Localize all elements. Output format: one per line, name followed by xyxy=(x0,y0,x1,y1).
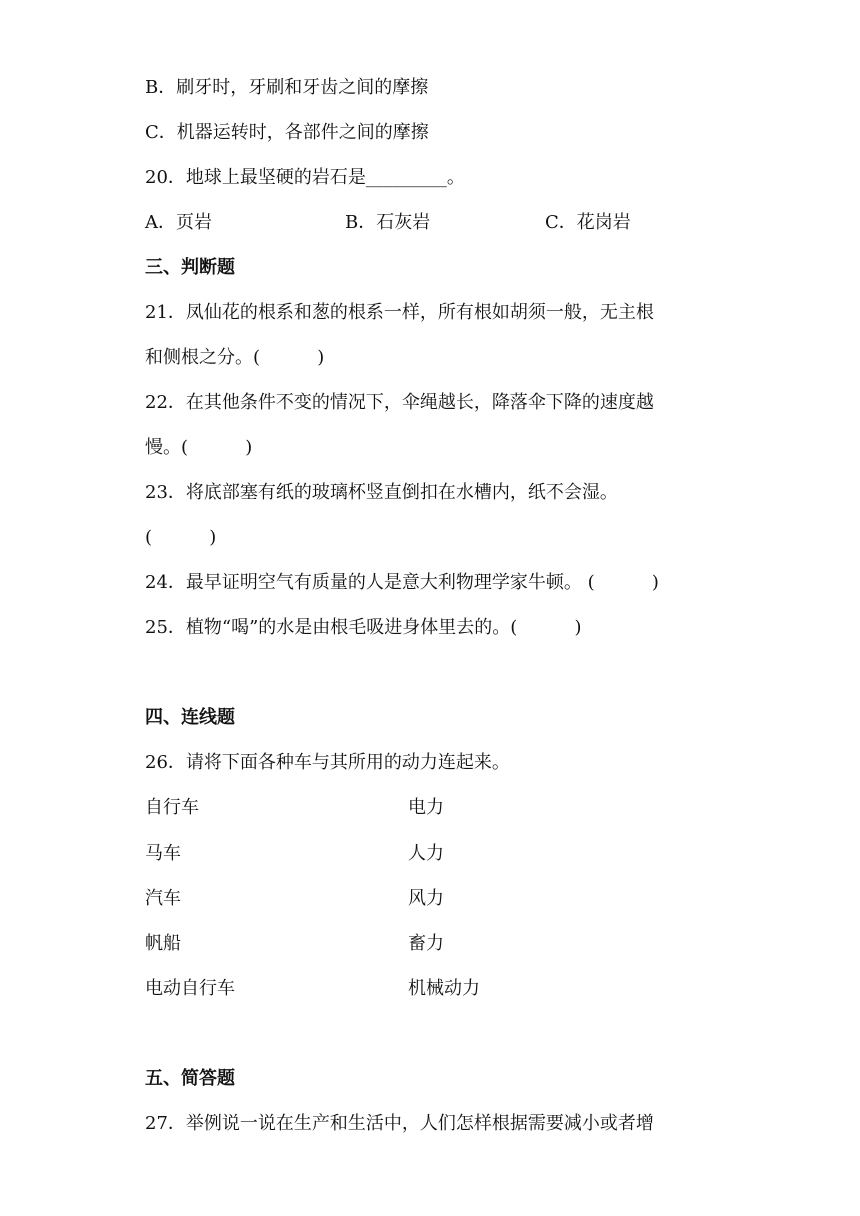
power-item: 风力 xyxy=(408,888,444,909)
q26-stem: 26．请将下面各种车与其所用的动力连起来。 xyxy=(145,752,510,773)
q21-line-2: 和侧根之分。( ) xyxy=(145,347,325,368)
q20-option-b: B．石灰岩 xyxy=(345,212,431,233)
section-5-title: 五、简答题 xyxy=(145,1068,235,1089)
power-item: 畜力 xyxy=(408,933,444,954)
section-4-title: 四、连线题 xyxy=(145,707,235,728)
q27-line-1: 27．举例说一说在生产和生活中，人们怎样根据需要减小或者增 xyxy=(145,1113,654,1134)
q24: 24．最早证明空气有质量的人是意大利物理学家牛顿。 ( ) xyxy=(145,572,659,593)
q20-option-a: A．页岩 xyxy=(145,212,212,233)
q21-line-1: 21．凤仙花的根系和葱的根系一样，所有根如胡须一般，无主根 xyxy=(145,302,654,323)
q22-line-1: 22．在其他条件不变的情况下，伞绳越长，降落伞下降的速度越 xyxy=(145,392,654,413)
power-item: 人力 xyxy=(408,843,444,864)
power-item: 电力 xyxy=(408,797,444,818)
section-3-title: 三、判断题 xyxy=(145,257,235,278)
q20-option-c: C．花岗岩 xyxy=(545,212,631,233)
q19-option-c: C．机器运转时，各部件之间的摩擦 xyxy=(145,122,429,143)
vehicle-item: 马车 xyxy=(145,843,181,864)
vehicle-item: 汽车 xyxy=(145,888,181,909)
q20-stem: 20．地球上最坚硬的岩石是_________。 xyxy=(145,167,465,188)
q19-option-b: B．刷牙时，牙刷和牙齿之间的摩擦 xyxy=(145,77,429,98)
power-item: 机械动力 xyxy=(408,978,480,999)
vehicle-item: 帆船 xyxy=(145,933,181,954)
q25: 25．植物“喝”的水是由根毛吸进身体里去的。( ) xyxy=(145,617,582,638)
q23-line-2: ( ) xyxy=(145,527,217,548)
q23-line-1: 23．将底部塞有纸的玻璃杯竖直倒扣在水槽内，纸不会湿。 xyxy=(145,482,618,503)
vehicle-item: 自行车 xyxy=(145,797,199,818)
vehicle-item: 电动自行车 xyxy=(145,978,235,999)
q22-line-2: 慢。( ) xyxy=(145,437,253,458)
